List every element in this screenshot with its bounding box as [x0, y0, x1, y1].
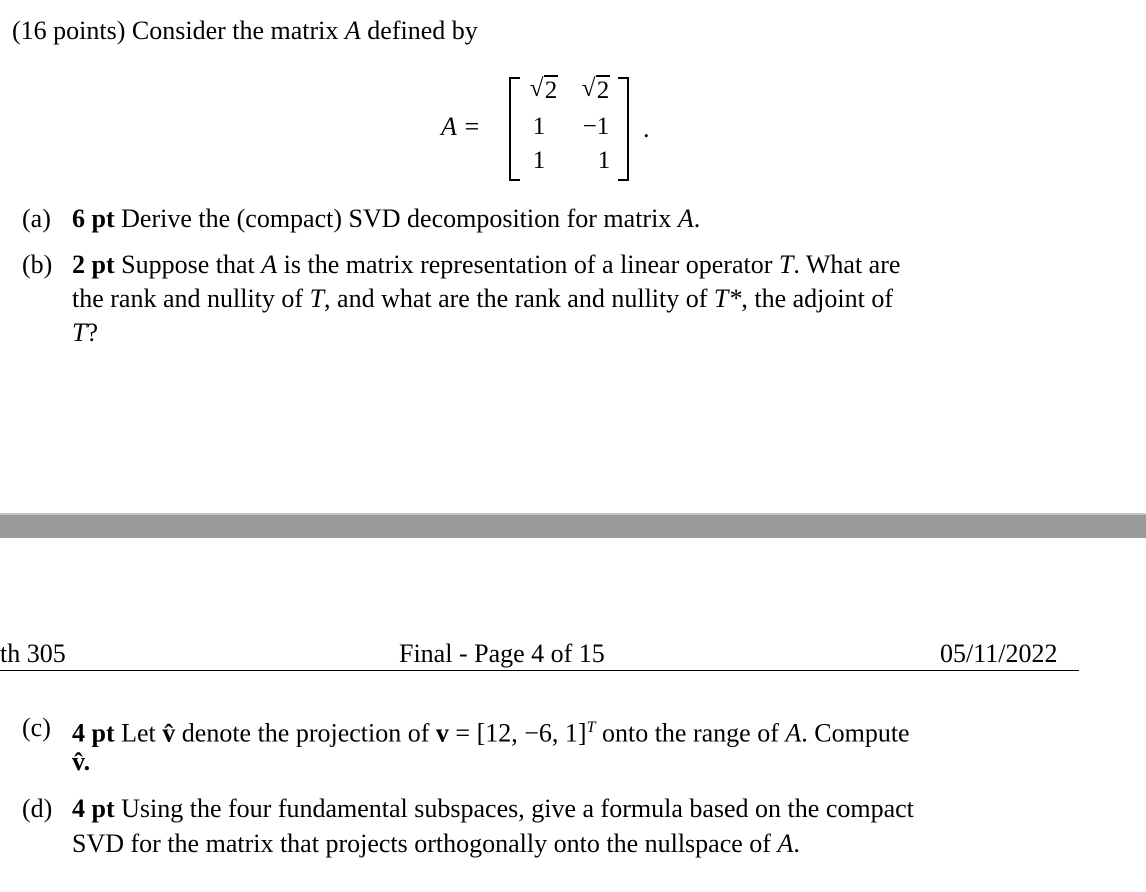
footer-page-number: Final - Page 4 of 15: [399, 639, 605, 668]
part-d-label: (d): [22, 794, 53, 823]
part-b-label: (b): [22, 250, 53, 279]
part-b-line3: T?: [72, 318, 99, 347]
matrix-variable: A: [344, 16, 361, 45]
problem-points: (16 points): [12, 16, 126, 45]
part-a-text: 6 pt Derive the (compact) SVD decomposition for matrix A.: [72, 204, 701, 233]
part-c-label: (c): [22, 713, 51, 742]
part-b-line2: the rank and nullity of T, and what are the rank and nullity of T*, the adjoint of: [72, 284, 894, 313]
part-c-line2: v̂.: [72, 747, 91, 776]
matrix-lhs: A =: [441, 112, 481, 141]
page-separator: [0, 513, 1146, 538]
part-b-line1: 2 pt Suppose that A is the matrix representation of a linear operator T. What are: [72, 250, 901, 279]
matrix-cell-r3c1: 1: [532, 147, 546, 174]
intro-text: Consider the matrix: [131, 16, 339, 45]
matrix-cell-r2c2: −1: [582, 113, 610, 140]
matrix-display: [509, 77, 629, 179]
footer-course: th 305: [0, 639, 66, 668]
footer-date: 05/11/2022: [940, 639, 1058, 668]
part-d-line1: 4 pt Using the four fundamental subspaces, give a formula based on the compact: [72, 794, 914, 823]
part-c-line1: 4 pt Let v̂ denote the projection of v = [12, −6, 1]$^T$ onto the range of A. Compute: [72, 718, 910, 748]
part-a-label: (a): [22, 204, 51, 233]
footer-rule: [0, 670, 1079, 671]
problem-intro: [12, 14, 478, 48]
part-d-line2: SVD for the matrix that projects orthogonally onto the nullspace of A.: [72, 829, 800, 858]
matrix-period: .: [643, 114, 650, 143]
matrix-cell-r1c2: √ 2: [581, 75, 610, 104]
matrix-cell-r1c1: √ 2: [529, 75, 558, 104]
matrix-cell-r2c1: 1: [532, 113, 546, 140]
matrix-cell-r3c2: 1: [597, 147, 611, 174]
intro-tail: defined by: [367, 16, 478, 45]
